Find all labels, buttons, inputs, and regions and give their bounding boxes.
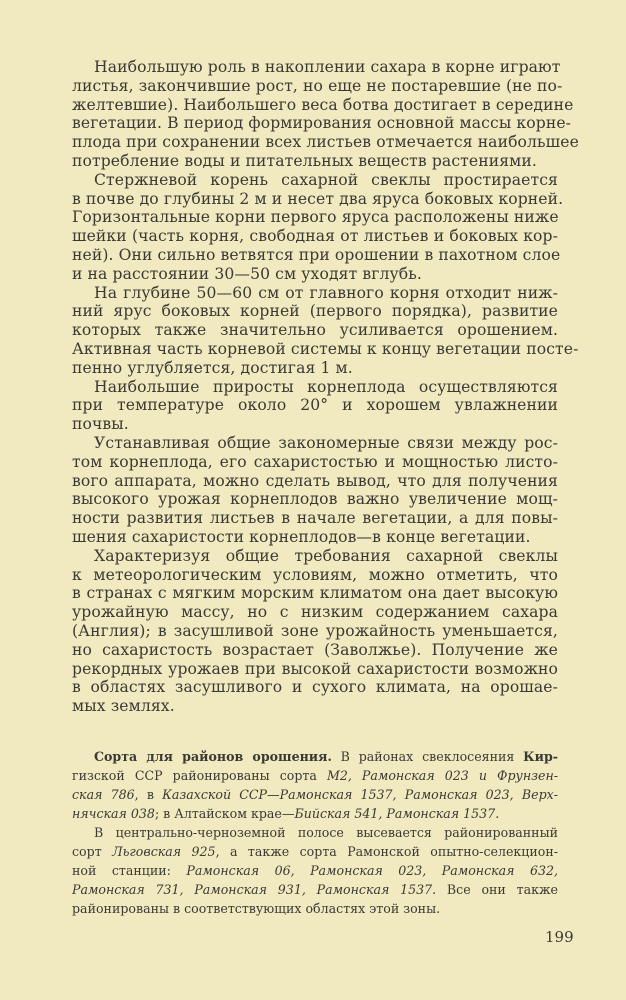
text-line: Устанавливая общие закономерные связи между рос- xyxy=(94,433,558,452)
text-line: Активная часть корневой системы к концу вегетации посте- xyxy=(72,339,579,358)
text-line: том корнеплода, его сахаристостью и мощностью листо- xyxy=(72,452,558,471)
text-line: которых также значительно усиливается орошением. xyxy=(72,321,558,340)
small-paragraph xyxy=(72,747,558,823)
text-line: в почве до глубины 2 м и несет два яруса боковых корней. xyxy=(72,189,564,208)
paragraph xyxy=(72,434,558,547)
text-line: плода при сохранении всех листьев отмечается наибольшее xyxy=(72,133,579,152)
text-line: почвы. xyxy=(72,415,129,434)
italic-variety-name: Бийская 541, Рамонская 1537. xyxy=(294,806,500,821)
text-line: Наибольшие приросты корнеплода осуществляются xyxy=(94,377,558,396)
text-segment: районированы в соответствующих областях этой зоны. xyxy=(72,901,441,916)
text-segment: Все они также xyxy=(436,882,558,897)
text-line: при температуре около 20° и хорошем увлажнении xyxy=(72,396,558,415)
text-line: ности развития листьев в начале вегетации, а для повы- xyxy=(72,509,558,528)
small-paragraph xyxy=(72,823,558,918)
small-print-section xyxy=(72,747,558,918)
italic-variety-name: Казахской ССР—Рамонская 1537, Рамонская 023, Верх- xyxy=(162,787,558,802)
text-line: вого аппарата, можно сделать вывод, что для получения xyxy=(72,471,558,490)
text-line xyxy=(72,747,558,766)
italic-variety-name: нячская 038 xyxy=(72,806,155,821)
text-segment: сорт xyxy=(72,844,113,859)
italic-variety-name: Рамонская 06, Рамонская 023, Рамонская 632, xyxy=(186,863,558,878)
text-line: листья, закончившие рост, но еще не постаревшие (не по- xyxy=(72,76,563,95)
text-line: в областях засушливого и сухого климата, на орошае- xyxy=(72,678,558,697)
italic-variety-name: ская 786 xyxy=(72,787,135,802)
text-line xyxy=(72,899,558,918)
paragraph xyxy=(72,58,579,171)
text-line: шения сахаристости корнеплодов—в конце вегетации. xyxy=(72,527,531,546)
text-segment: В районах свеклосеяния xyxy=(331,749,524,764)
text-segment: , в xyxy=(134,787,163,802)
text-segment: В центрально-черноземной полосе высевается районированный xyxy=(94,825,558,840)
text-line: ний ярус боковых корней (первого порядка), развитие xyxy=(72,302,558,321)
text-line: Характеризуя общие требования сахарной свеклы xyxy=(94,546,558,565)
main-text xyxy=(72,58,579,716)
text-line: к метеорологическим условиям, можно отметить, что xyxy=(72,565,558,584)
text-segment: , а также сорта Рамонской опытно-селекцион- xyxy=(215,844,558,859)
text-line xyxy=(72,880,558,899)
italic-variety-name: М2, Рамонская 023 и Фрунзен- xyxy=(326,768,558,783)
text-line: желтевшие). Наибольшего веса ботва достигает в середине xyxy=(72,95,574,114)
text-segment: ; в Алтайском крае— xyxy=(154,806,295,821)
text-line: Горизонтальные корни первого яруса расположены ниже xyxy=(72,208,559,227)
text-line xyxy=(72,804,558,823)
text-line: пенно углубляется, достигая 1 м. xyxy=(72,358,353,377)
paragraph xyxy=(72,283,579,378)
paragraph xyxy=(72,378,558,434)
text-line: и на расстоянии 30—50 см уходят вглубь. xyxy=(72,264,422,283)
text-line: мых землях. xyxy=(72,697,175,716)
italic-variety-name: Льговская 925 xyxy=(112,844,216,859)
bold-text: Кир- xyxy=(523,749,558,764)
text-line xyxy=(72,861,558,880)
text-line: Наибольшую роль в накоплении сахара в корне играют xyxy=(94,58,561,76)
text-line: урожайную массу, но с низким содержанием сахара xyxy=(72,603,558,622)
text-segment: ной станции: xyxy=(72,863,187,878)
bold-text: Сорта для районов орошения. xyxy=(94,749,332,764)
text-line: вегетации. В период формирования основной массы корне- xyxy=(72,114,572,133)
text-segment: гизской ССР районированы сорта xyxy=(72,768,327,783)
text-line xyxy=(72,785,558,804)
text-line: (Англия); в засушливой зоне урожайность уменьшается, xyxy=(72,621,558,640)
text-line: шейки (часть корня, свободная от листьев и боковых кор- xyxy=(72,227,558,246)
text-line: На глубине 50—60 см от главного корня отходит ниж- xyxy=(94,283,558,302)
text-line: в странах с мягким морским климатом она дает высокую xyxy=(72,584,558,603)
text-line xyxy=(72,766,558,785)
paragraph xyxy=(72,170,564,284)
text-line: но сахаристость возрастает (Заволжье). Получение же xyxy=(72,640,558,659)
text-line: высокого урожая корнеплодов важно увеличение мощ- xyxy=(72,490,558,509)
paragraph xyxy=(72,547,558,716)
text-line xyxy=(72,842,558,861)
page-number: 199 xyxy=(545,928,574,946)
italic-variety-name: Рамонская 731, Рамонская 931, Рамонская 1537. xyxy=(72,882,437,897)
text-line: Стержневой корень сахарной свеклы простирается xyxy=(94,170,558,189)
text-line xyxy=(72,823,558,842)
text-line: потребление воды и питательных веществ растениями. xyxy=(72,151,537,170)
text-line: ней). Они сильно ветвятся при орошении в пахотном слое xyxy=(72,245,561,264)
text-line: рекордных урожаев при высокой сахаристости возможно xyxy=(72,659,558,678)
